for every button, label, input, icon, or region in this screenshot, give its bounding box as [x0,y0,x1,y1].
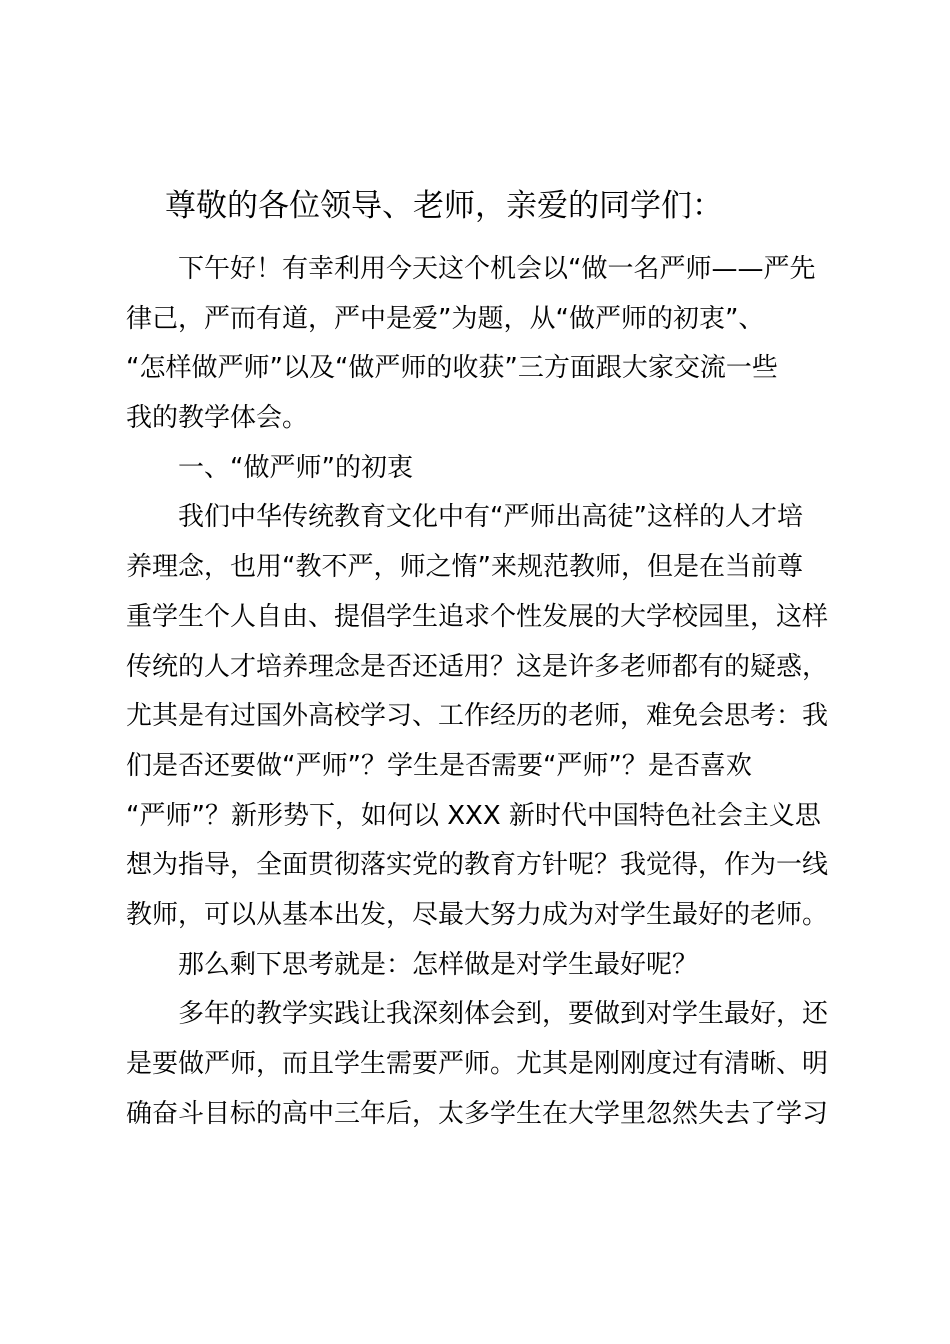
text-line: 想为指导，全面贯彻落实党的教育方针呢？我觉得，作为一线 [126,850,829,881]
salutation-heading: 尊敬的各位领导、老师，亲爱的同学们： [165,188,723,224]
text-line: “怎样做严师”以及“做严师的收获”三方面跟大家交流一些 [126,353,778,384]
text-line: “严师”？新形势下，如何以 XXX 新时代中国特色社会主义思 [126,800,821,831]
text-line: 重学生个人自由、提倡学生追求个性发展的大学校园里，这样 [126,601,829,632]
text-line: 教师，可以从基本出发，尽最大努力成为对学生最好的老师。 [126,899,829,930]
text-line: 是要做严师，而且学生需要严师。尤其是刚刚度过有清晰、明 [126,1049,829,1079]
text-line: 养理念，也用“教不严，师之惰”来规范教师，但是在当前尊 [126,552,803,583]
text-line: 我的教学体会。 [126,403,309,434]
text-line: 传统的人才培养理念是否还适用？这是许多老师都有的疑惑， [126,651,829,682]
text-line: 一、“做严师”的初衷 [178,452,413,483]
text-line: 我们中华传统教育文化中有“严师出高徒”这样的人才培 [178,502,803,533]
body-text [126,245,836,1139]
text-line: 尤其是有过国外高校学习、工作经历的老师，难免会思考：我 [126,701,829,732]
text-line: 们是否还要做“严师”？学生是否需要“严师”？是否喜欢 [126,750,752,781]
text-line: 那么剩下思考就是：怎样做是对学生最好呢？ [178,949,699,980]
text-line: 确奋斗目标的高中三年后，太多学生在大学里忽然失去了学习 [126,1098,829,1129]
text-line: 律己，严而有道，严中是爱”为题，从“做严师的初衷”、 [126,303,765,334]
text-line: 下午好！有幸利用今天这个机会以“做一名严师——严先 [178,254,816,284]
text-line: 多年的教学实践让我深刻体会到，要做到对学生最好，还 [178,999,829,1030]
